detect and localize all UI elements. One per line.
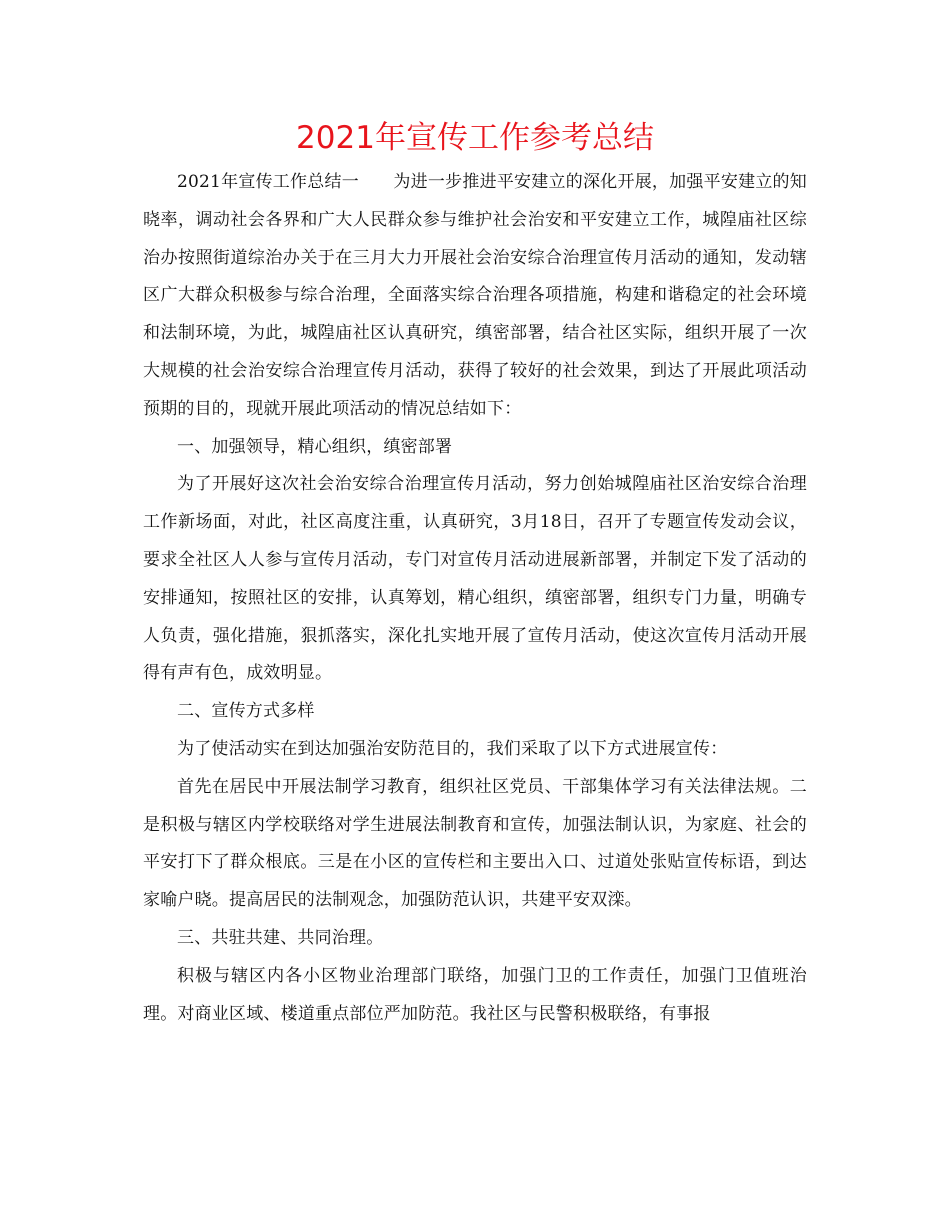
section-heading-2: 二、宣传方式多样: [177, 701, 315, 722]
section-heading-1: 一、加强领导，精心组织，缜密部署: [177, 436, 453, 457]
section-heading-3: 三、共驻共建、共同治理。: [177, 927, 384, 948]
paragraph-section-2-intro: 为了使活动实在到达加强治安防范目的，我们采取了以下方式进展宣传：: [177, 738, 728, 759]
paragraph-section-2-methods: 首先在居民中开展法制学习教育，组织社区党员、干部集体学习有关法律法规。二是积极与辖区内学校联络对学生进展法制教育和宣传，加强法制认识，为家庭、社会的平安打下了群众根底。三是在小区的宣传栏和主要出入口、过道处张贴宣传标语，到达家喻户晓。提高居民的法制观念，加强防范认识，共建平安双滦。: [143, 776, 807, 911]
document-body: [143, 164, 807, 1033]
document-title: 2021年宣传工作参考总结: [296, 120, 654, 156]
paragraph-intro: 2021年宣传工作总结一 为进一步推进平安建立的深化开展，加强平安建立的知晓率，调动社会各界和广大人民群众参与维护社会治安和平安建立工作，城隍庙社区综治办按照街道综治办关于在三月大力开展社会治安综合治理宣传月活动的通知，发动辖区广大群众积极参与综合治理，全面落实综合治理各项措施，构建和谐稳定的社会环境和法制环境，为此，城隍庙社区认真研究，缜密部署，结合社区实际，组织开展了一次大规模的社会治安综合治理宣传月活动，获得了较好的社会效果，到达了开展此项活动预期的目的，现就开展此项活动的情况总结如下：: [143, 172, 807, 419]
paragraph-section-3: 积极与辖区内各小区物业治理部门联络，加强门卫的工作责任，加强门卫值班治理。对商业区域、楼道重点部位严加防范。我社区与民警积极联络，有事报: [143, 965, 807, 1024]
paragraph-section-1: 为了开展好这次社会治安综合治理宣传月活动，努力创始城隍庙社区治安综合治理工作新场面，对此，社区高度注重，认真研究，3月18日，召开了专题宣传发动会议，要求全社区人人参与宣传月活动，专门对宣传月活动进展新部署，并制定下发了活动的安排通知，按照社区的安排，认真筹划，精心组织，缜密部署，组织专门力量，明确专人负责，强化措施，狠抓落实，深化扎实地开展了宣传月活动，使这次宣传月活动开展得有声有色，成效明显。: [143, 474, 807, 684]
